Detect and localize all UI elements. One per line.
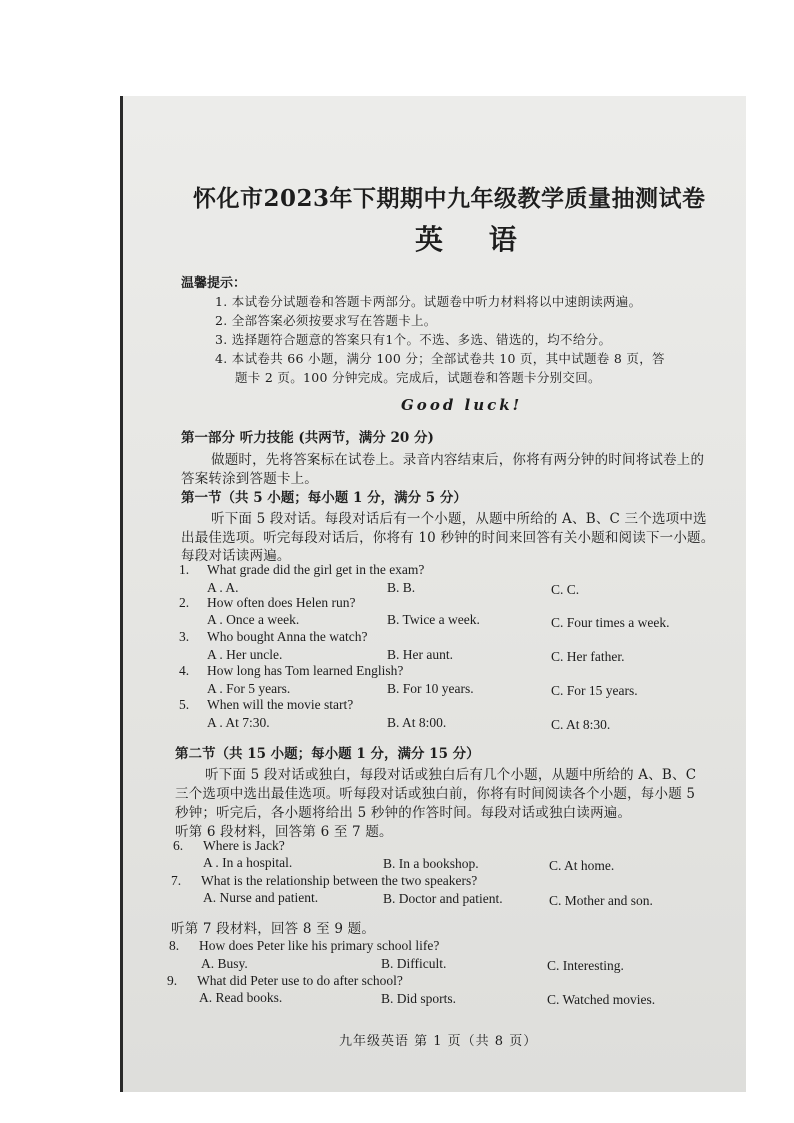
option-c: C. Four times a week. xyxy=(551,615,670,630)
question-number: 6. xyxy=(173,838,184,853)
option-c: C. Interesting. xyxy=(547,958,624,973)
question-number: 3. xyxy=(179,629,190,644)
option-a: A . A. xyxy=(207,580,239,595)
tip-3: 3. 选择题符合题意的答案只有1个。不选、多选、错选的，均不给分。 xyxy=(215,332,612,347)
option-a: A . In a hospital. xyxy=(203,855,293,870)
section1-heading: 第一节（共 5 小题；每小题 1 分，满分 5 分） xyxy=(181,490,467,506)
question-number: 5. xyxy=(179,697,190,712)
option-b: B. In a bookshop. xyxy=(383,856,479,871)
option-a: A . At 7:30. xyxy=(207,715,270,730)
option-a: A . Once a week. xyxy=(207,612,300,627)
section2-instruction-3: 秒钟；听完后，各小题将给出 5 秒钟的作答时间。每段对话或独白读两遍。 xyxy=(175,805,632,821)
option-c: C. Watched movies. xyxy=(547,992,656,1007)
section2-instruction-1: 听下面 5 段对话或独白，每段对话或独白后有几个小题，从题中所给的 A、B、C xyxy=(205,767,697,783)
tips-label: 温馨提示： xyxy=(181,276,247,291)
exam-page xyxy=(120,96,746,1092)
question-text: Who bought Anna the watch? xyxy=(207,629,368,644)
group-6-label: 听第 6 段材料，回答第 6 至 7 题。 xyxy=(175,824,393,840)
option-b: B. Did sports. xyxy=(381,991,457,1006)
section1-instruction-3: 每段对话读两遍。 xyxy=(181,548,291,564)
option-b: B. Her aunt. xyxy=(387,647,453,662)
question-text: What is the relationship between the two speakers? xyxy=(201,873,478,888)
group-7-label: 听第 7 段材料，回答 8 至 9 题。 xyxy=(171,921,376,937)
exam-title: 怀化市2023年下期期中九年级教学质量抽测试卷 xyxy=(193,185,706,212)
option-c: C. For 15 years. xyxy=(551,683,638,698)
tip-2: 2. 全部答案必须按要求写在答题卡上。 xyxy=(215,313,437,328)
option-c: C. At 8:30. xyxy=(551,717,611,732)
option-c: C. Her father. xyxy=(551,649,625,664)
section1-instruction-2: 出最佳选项。听完每段对话后，你将有 10 秒钟的时间来回答有关小题和阅读下一小题。 xyxy=(181,530,715,546)
option-b: B. At 8:00. xyxy=(387,715,447,730)
question-text: What did Peter use to do after school? xyxy=(197,973,403,988)
option-b: B. For 10 years. xyxy=(387,681,474,696)
option-c: C. At home. xyxy=(549,858,615,873)
option-b: B. B. xyxy=(387,580,416,595)
question-number: 9. xyxy=(167,973,178,988)
part1-heading: 第一部分 听力技能 (共两节，满分 20 分) xyxy=(181,430,434,446)
tip-4: 4. 本试卷共 66 小题，满分 100 分；全部试卷共 10 页，其中试题卷 8 页，答 xyxy=(215,351,665,366)
question-text: How long has Tom learned English? xyxy=(207,663,404,678)
part1-instruction-2: 答案转涂到答题卡上。 xyxy=(181,471,318,487)
option-a: A . Her uncle. xyxy=(207,647,283,662)
good-luck: Good luck! xyxy=(401,396,523,414)
question-number: 7. xyxy=(171,873,182,888)
option-a: A. Busy. xyxy=(201,956,248,971)
page-footer: 九年级英语 第 1 页（共 8 页） xyxy=(339,1034,538,1049)
section2-instruction-2: 三个选项中选出最佳选项。听每段对话或独白前，你将有时间阅读各个小题，每小题 5 xyxy=(175,786,696,802)
question-number: 4. xyxy=(179,663,190,678)
part1-instruction-1: 做题时，先将答案标在试卷上。录音内容结束后，你将有两分钟的时间将试卷上的 xyxy=(211,452,705,468)
tip-4-cont: 题卡 2 页。100 分钟完成。完成后，试题卷和答题卡分别交回。 xyxy=(235,370,601,385)
question-number: 1. xyxy=(179,562,190,577)
section2-heading: 第二节（共 15 小题；每小题 1 分，满分 15 分） xyxy=(175,746,480,762)
question-number: 8. xyxy=(169,938,180,953)
tip-1: 1. 本试卷分试题卷和答题卡两部分。试题卷中听力材料将以中速朗读两遍。 xyxy=(215,294,642,309)
option-a: A. Read books. xyxy=(199,990,283,1005)
option-c: C. Mother and son. xyxy=(549,893,653,908)
question-text: How often does Helen run? xyxy=(207,595,356,610)
option-c: C. C. xyxy=(551,582,580,597)
option-b: B. Doctor and patient. xyxy=(383,891,503,906)
option-b: B. Difficult. xyxy=(381,956,447,971)
question-text: When will the movie start? xyxy=(207,697,354,712)
question-number: 2. xyxy=(179,595,190,610)
subject-title: 英 语 xyxy=(415,223,535,256)
question-text: How does Peter like his primary school life? xyxy=(199,938,440,953)
option-a: A . For 5 years. xyxy=(207,681,291,696)
option-a: A. Nurse and patient. xyxy=(203,890,319,905)
option-b: B. Twice a week. xyxy=(387,612,480,627)
question-text: Where is Jack? xyxy=(203,838,285,853)
section1-instruction-1: 听下面 5 段对话。每段对话后有一个小题，从题中所给的 A、B、C 三个选项中选 xyxy=(211,511,707,527)
question-text: What grade did the girl get in the exam? xyxy=(207,562,425,577)
